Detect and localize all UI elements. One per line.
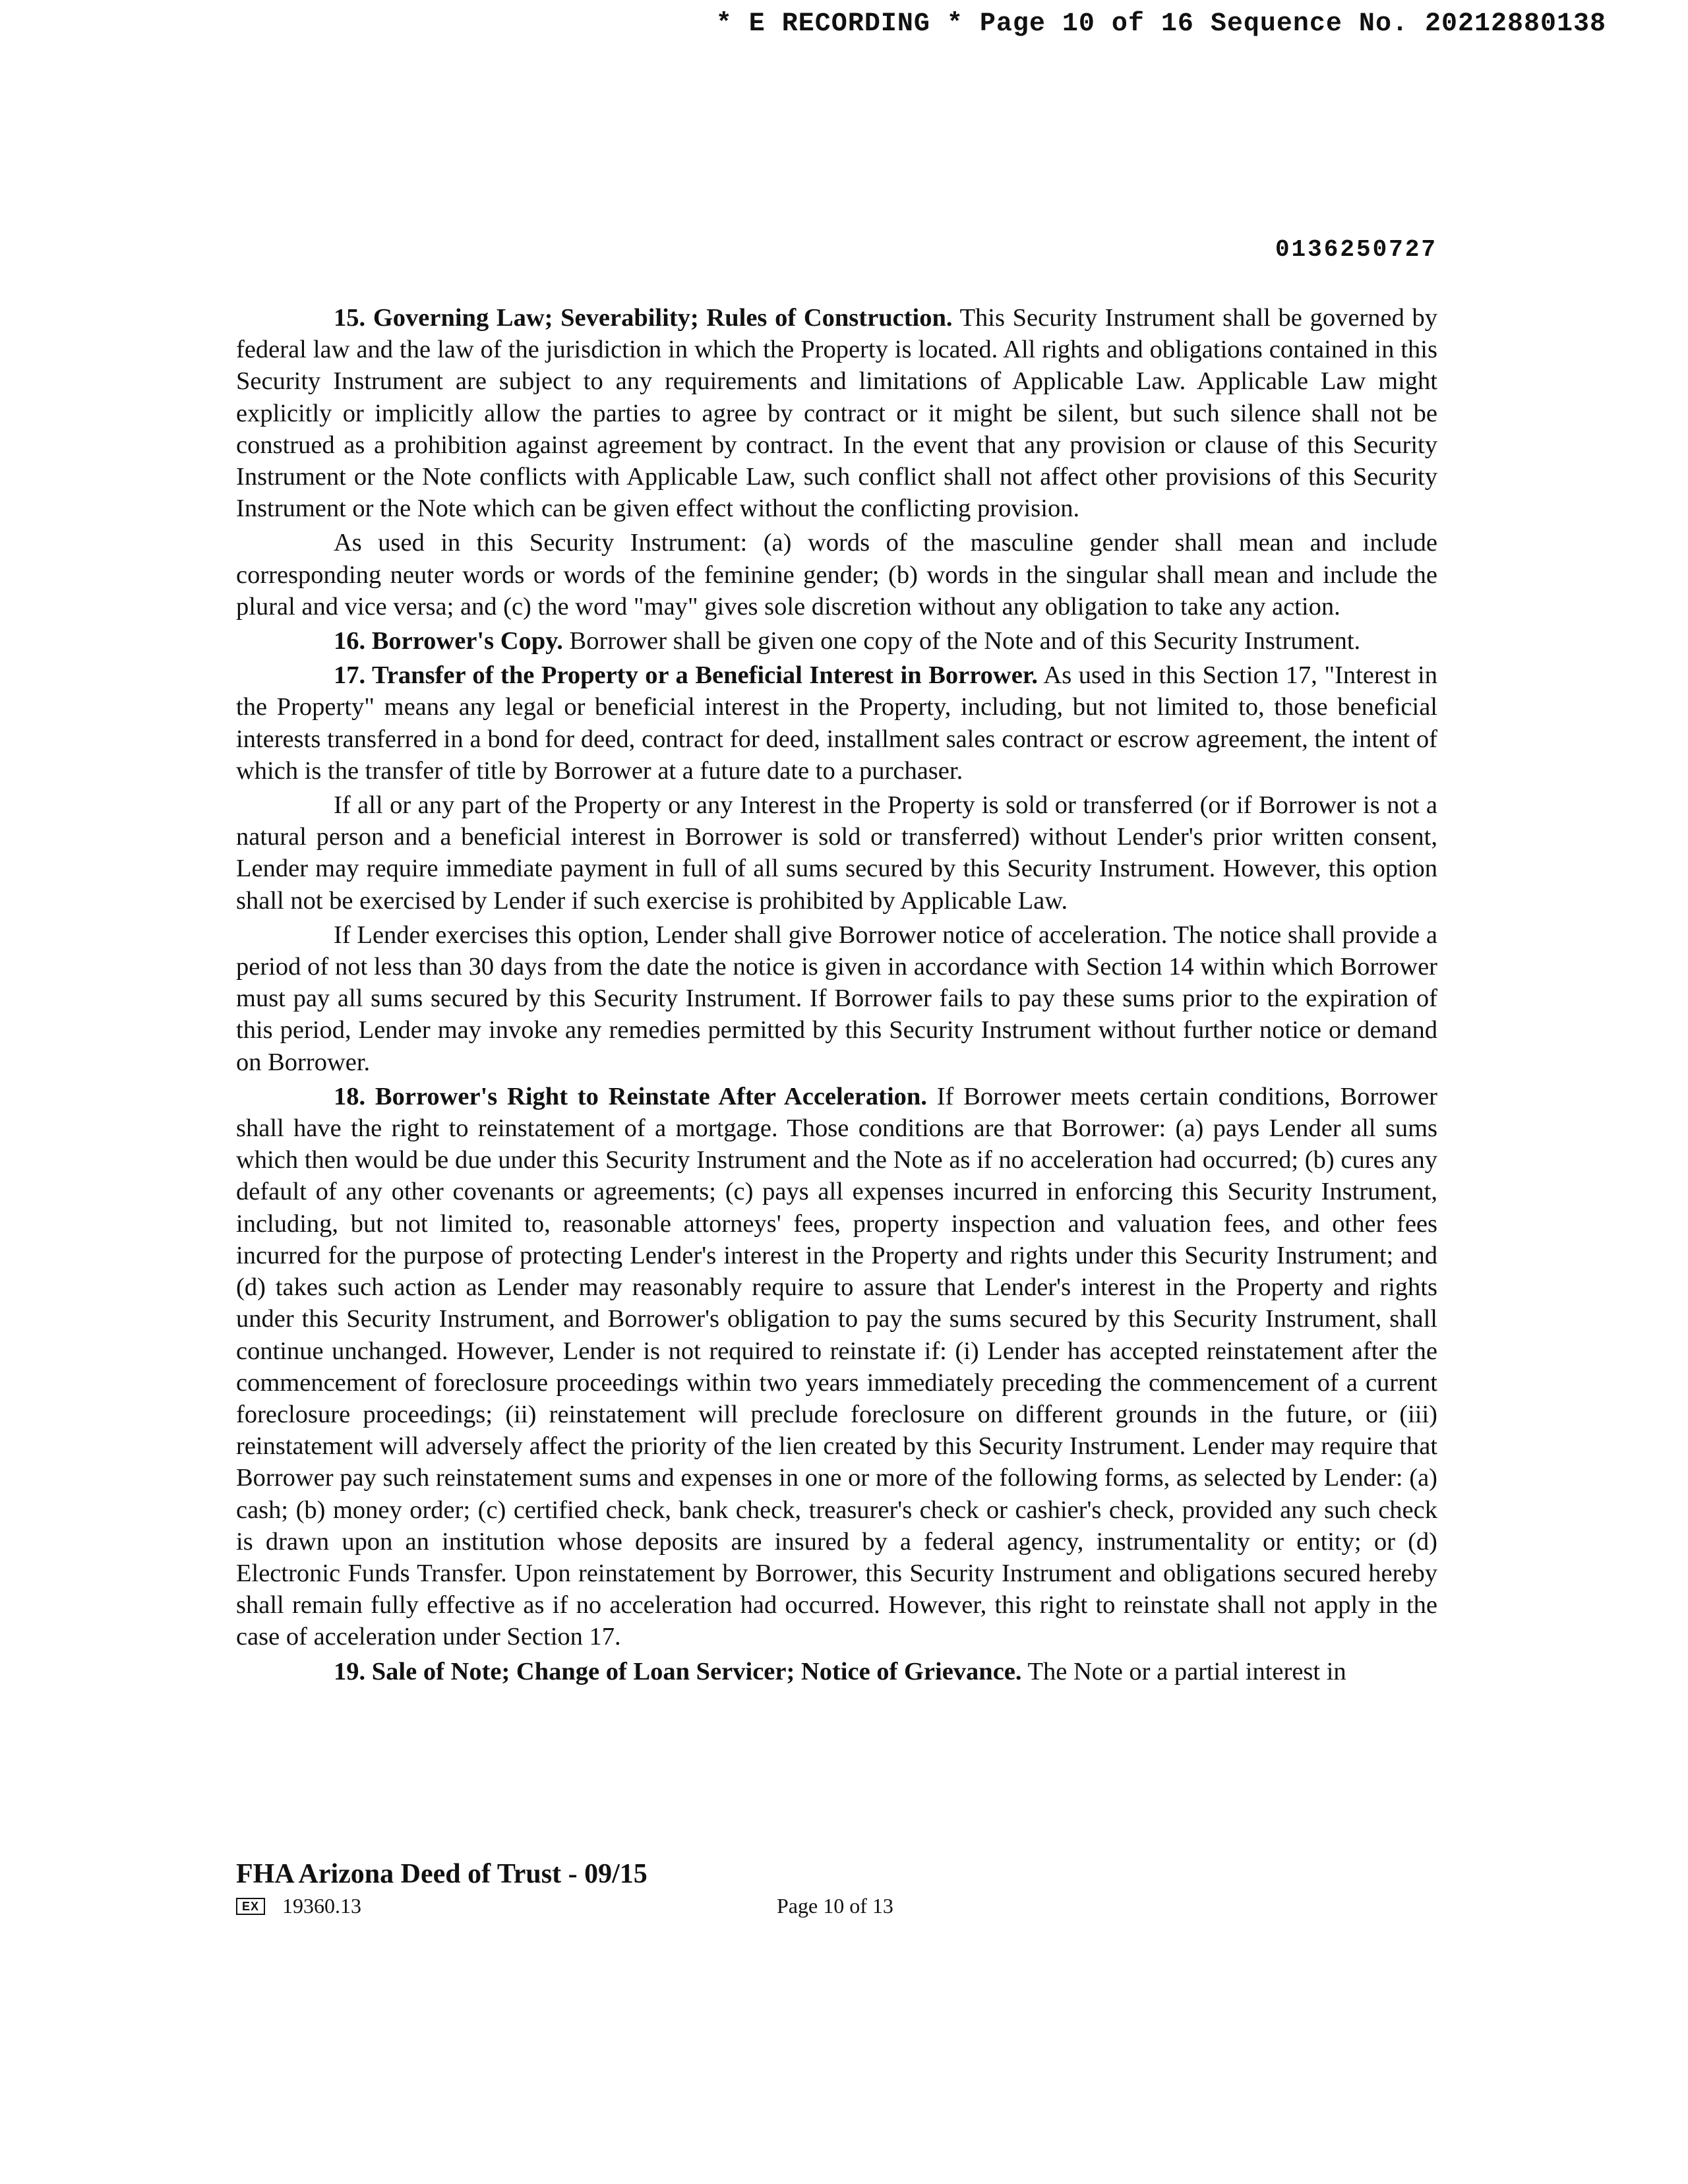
page-number: Page 10 of 13 — [777, 1894, 893, 1918]
section-17-paragraph-2: If all or any part of the Property or any Interest in the Property is sold or transferred (or if Borrower is not a natural person and a beneficial interest in Borrower is sold or transferred) without Lender's prior written consent, Lender may require immediate payment in full of all sums secured by this Security Instrument. However, this option shall not be exercised by Lender if such exercise is prohibited by Applicable Law. — [236, 791, 1437, 915]
loan-number: 0136250727 — [1275, 236, 1437, 263]
form-code: 19360.13 — [282, 1894, 361, 1918]
section-16-paragraph — [236, 625, 1437, 657]
section-18-heading: 18. Borrower's Right to Reinstate After Acceleration. — [334, 1082, 927, 1110]
section-18-text: If Borrower meets certain conditions, Borrower shall have the right to reinstatement of a mortgage. Those conditions are that Borrower: (a) pays Lender all sums which then would be due under this Security Instrument and the Note as if no acceleration had occurred; (b) cures any default of any other covenants or agreements; (c) pays all expenses incurred in enforcing this Security Instrument, including, but not limited to, reasonable attorneys' fees, property inspection and valuation fees, and other fees incurred for the purpose of protecting Lender's interest in the Property and rights under this Security Instrument; and (d) takes such action as Lender may reasonably require to assure that Lender's interest in the Property and rights under this Security Instrument, and Borrower's obligation to pay the sums secured by this Security Instrument, shall continue unchanged. However, Lender is not required to reinstate if: (i) Lender has accepted reinstatement after the commencement of foreclosure proceedings within two years immediately preceding the commencement of a current foreclosure proceedings; (ii) reinstatement will preclude foreclosure on different grounds in the future, or (iii) reinstatement will adversely affect the priority of the lien created by this Security Instrument. Lender may require that Borrower pay such reinstatement sums and expenses in one or more of the following forms, as selected by Lender: (a) cash; (b) money order; (c) certified check, bank check, treasurer's check or cashier's check, provided any such check is drawn upon an institution whose deposits are insured by a federal agency, instrumentality or entity; or (d) Electronic Funds Transfer. Upon reinstatement by Borrower, this Security Instrument and obligations secured hereby shall remain fully effective as if no acceleration had occurred. However, this right to reinstate shall not apply in the case of acceleration under Section 17. — [236, 1082, 1437, 1651]
section-19-heading: 19. Sale of Note; Change of Loan Servicer; Notice of Grievance. — [334, 1657, 1022, 1685]
footer — [236, 1894, 1437, 1920]
section-17-paragraph — [236, 659, 1437, 787]
section-17-paragraph-3: If Lender exercises this option, Lender shall give Borrower notice of acceleration. The notice shall provide a period of not less than 30 days from the date the notice is given in accordance with Section 14 within which Borrower must pay all sums secured by this Security Instrument. If Borrower fails to pay these sums prior to the expiration of this period, Lender may invoke any remedies permitted by this Security Instrument without further notice or demand on Borrower. — [236, 921, 1437, 1076]
section-15-heading: 15. Governing Law; Severability; Rules of Construction. — [334, 304, 953, 332]
section-19-text: The Note or a partial interest in — [1021, 1657, 1346, 1685]
section-15-paragraph — [236, 302, 1437, 524]
form-title: FHA Arizona Deed of Trust - 09/15 — [236, 1859, 648, 1889]
recording-header: * E RECORDING * Page 10 of 16 Sequence No. 20212880138 — [715, 9, 1606, 39]
section-17-text: As used in this Section 17, "Interest in the Property" means any legal or beneficial interest in the Property, including, but not limited to, those beneficial interests transferred in a bond for deed, contract for deed, installment sales contract or escrow agreement, the intent of which is the transfer of title by Borrower at a future date to a purchaser. — [236, 661, 1437, 785]
section-18-paragraph — [236, 1081, 1437, 1653]
section-15-text: This Security Instrument shall be governed by federal law and the law of the jurisdiction in which the Property is located. All rights and obligations contained in this Security Instrument are subject to any requirements and limitations of Applicable Law. Applicable Law might explicitly or implicitly allow the parties to agree by contract or it might be silent, but such silence shall not be construed as a prohibition against agreement by contract. In the event that any provision or clause of this Security Instrument or the Note conflicts with Applicable Law, such conflict shall not affect other provisions of this Security Instrument or the Note which can be given effect without the conflicting provision. — [236, 304, 1438, 523]
section-17-heading: 17. Transfer of the Property or a Beneficial Interest in Borrower. — [334, 661, 1038, 690]
section-19-paragraph — [236, 1656, 1437, 1687]
document-body — [236, 302, 1437, 1690]
section-16-text: Borrower shall be given one copy of the Note and of this Security Instrument. — [562, 627, 1361, 655]
section-15-paragraph-2: As used in this Security Instrument: (a) words of the masculine gender shall mean and include corresponding neuter words or words of the feminine gender; (b) words in the singular shall mean and include the plural and vice versa; and (c) the word "may" gives sole discretion without any obligation to take any action. — [236, 529, 1437, 621]
section-16-heading: 16. Borrower's Copy. — [334, 627, 563, 655]
ex-form-icon: EX — [236, 1898, 265, 1915]
